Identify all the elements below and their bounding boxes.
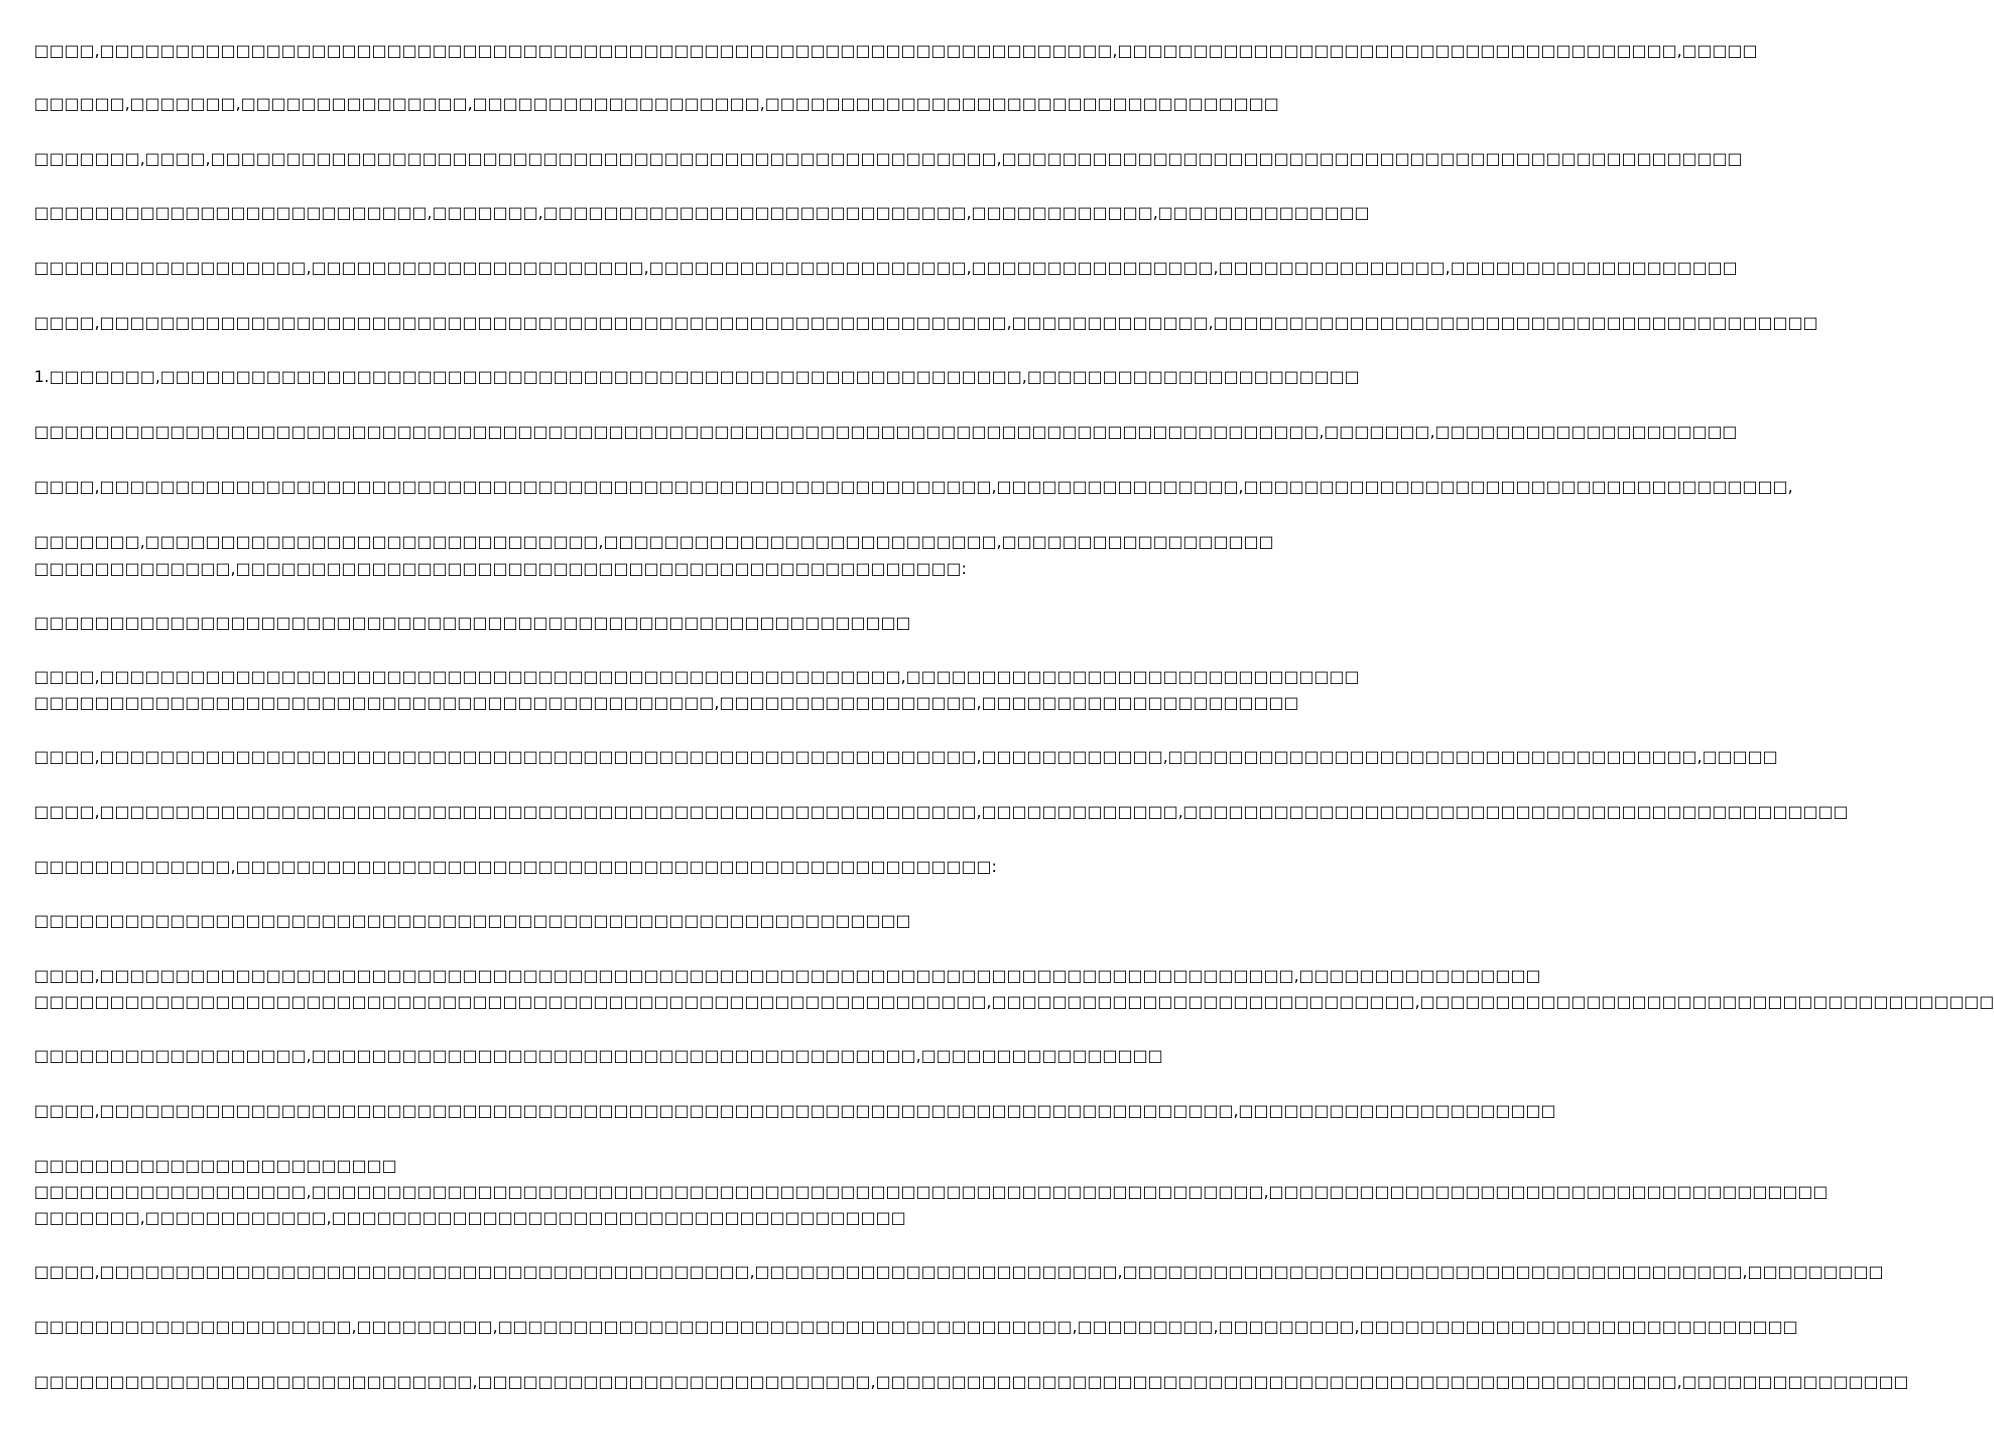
text-line: □□□□,□□□□□□□□□□□□□□□□□□□□□□□□□□□□□□□□□□□□□□□□□□□□□□□□□□□□□□□□□□□□□□□□□□□,□□□□□□□□□□□□□□□□□□□□□□□□□□□□□□□□□□□□□,□□□□□ <box>34 41 1758 60</box>
text-line: □□□□,□□□□□□□□□□□□□□□□□□□□□□□□□□□□□□□□□□□□□□□□□□□□□□□□□□□□□□□□□□□□□□□□□□□□□□□□□□□□□□□,□□□□□□□□□□□□□□□□ <box>34 966 1541 985</box>
text-line: □□□□,□□□□□□□□□□□□□□□□□□□□□□□□□□□□□□□□□□□□□□□□□□□□□□□□□□□□□□□□□□□□□□□□□□□□□□□□□□□,□□□□□□□□□□□□□□□□□□□□□ <box>34 1101 1556 1120</box>
text-line: 1.□□□□□□□,□□□□□□□□□□□□□□□□□□□□□□□□□□□□□□□□□□□□□□□□□□□□□□□□□□□□□□□□□,□□□□□□□□□□□□□□□□□□□□□□ <box>34 367 1360 386</box>
text-line: □□□□□□□□□□□□□□□□□□□□□□□□□□□□□□□□□□□□□□□□□□□□□□□□□□□□□□□□□□ <box>34 613 911 632</box>
text-line: □□□□□□□□□□□□□□□□□□□□□□□□□□□□□,□□□□□□□□□□□□□□□□□□□□□□□□□□,□□□□□□□□□□□□□□□□□□□□□□□□□□□□□□□□□□□□□□□□□□□□□□□□□□□□□,□□□□□□□□□□□□□□□ <box>34 1372 1909 1391</box>
document-body <box>34 0 1994 1449</box>
text-line: □□□□,□□□□□□□□□□□□□□□□□□□□□□□□□□□□□□□□□□□□□□□□□□□□□□□□□□□□□□□□□□,□□□□□□□□□□□□,□□□□□□□□□□□□□□□□□□□□□□□□□□□□□□□□□□□,□□□□□ <box>34 747 1778 766</box>
text-line: □□□□□□□□□□□□□□□□□□□□□□□□ <box>34 1156 397 1175</box>
text-line: □□□□,□□□□□□□□□□□□□□□□□□□□□□□□□□□□□□□□□□□□□□□□□□□□□□□□□□□□□□□□□□□,□□□□□□□□□□□□□□□□,□□□□□□□□□□□□□□□□□□□□□□□□□□□□□□□□□□□□, <box>34 477 1793 496</box>
text-line: □□□□□□□□□□□□□□□□□□□□□□□□□□□□□□□□□□□□□□□□□□□□□,□□□□□□□□□□□□□□□□□,□□□□□□□□□□□□□□□□□□□□□ <box>34 693 1299 712</box>
text-line: □□□□,□□□□□□□□□□□□□□□□□□□□□□□□□□□□□□□□□□□□□□□□□□□□□□□□□□□□□□□□□□□□,□□□□□□□□□□□□□,□□□□□□□□□□□□□□□□□□□□□□□□□□□□□□□□□□□□□□□□ <box>34 313 1818 332</box>
text-line: □□□□□□□□□□□□□□□□□□,□□□□□□□□□□□□□□□□□□□□□□□□□□□□□□□□□□□□□□□□□□□□□□□□□□□□□□□□□□□□□□□,□□□□□□□□□□□□□□□□□□□□□□□□□□□□□□□□□□□□□ <box>34 1182 1828 1201</box>
text-line: □□□□□□□□□□□□□□□□□□□□□□□□□□□□□□□□□□□□□□□□□□□□□□□□□□□□□□□□□□□□□□□,□□□□□□□□□□□□□□□□□□□□□□□□□□□□,□□□□□□□□□□□□□□□□□□□□□□□□□□□□□□□□□□□□□□ <box>34 992 1994 1011</box>
text-line: □□□□□□□□□□□□□□□□□□□□□□□□□□□□□□□□□□□□□□□□□□□□□□□□□□□□□□□□□□ <box>34 911 911 930</box>
text-line: □□□□□□□□□□□□□□□□□□,□□□□□□□□□□□□□□□□□□□□□□,□□□□□□□□□□□□□□□□□□□□□,□□□□□□□□□□□□□□□□,□□□□□□□□□□□□□□□,□□□□□□□□□□□□□□□□□□□ <box>34 258 1738 277</box>
text-line: □□□□□□□,□□□□□□□□□□□□,□□□□□□□□□□□□□□□□□□□□□□□□□□□□□□□□□□□□□□ <box>34 1208 906 1227</box>
text-line: □□□□□□□□□□□□□,□□□□□□□□□□□□□□□□□□□□□□□□□□□□□□□□□□□□□□□□□□□□□□□□: <box>34 559 967 578</box>
text-line: □□□□□□□□□□□□□□□□□□□□□□□□□□□□□□□□□□□□□□□□□□□□□□□□□□□□□□□□□□□□□□□□□□□□□□□□□□□□□□□□□□□□□,□□□□□□□,□□□□□□□□□□□□□□□□□□□□ <box>34 422 1738 441</box>
text-line: □□□□□□□□□□□□□,□□□□□□□□□□□□□□□□□□□□□□□□□□□□□□□□□□□□□□□□□□□□□□□□□□: <box>34 857 997 876</box>
text-line: □□□□□□□,□□□□□□□□□□□□□□□□□□□□□□□□□□□□□□,□□□□□□□□□□□□□□□□□□□□□□□□□□,□□□□□□□□□□□□□□□□□□ <box>34 532 1274 551</box>
text-line: □□□□□□,□□□□□□□,□□□□□□□□□□□□□□□,□□□□□□□□□□□□□□□□□□□,□□□□□□□□□□□□□□□□□□□□□□□□□□□□□□□□□□ <box>34 94 1279 113</box>
text-line: □□□□□□□□□□□□□□□□□□□□□,□□□□□□□□□,□□□□□□□□□□□□□□□□□□□□□□□□□□□□□□□□□□□□□□,□□□□□□□□□,□□□□□□□□□,□□□□□□□□□□□□□□□□□□□□□□□□□□□□□ <box>34 1317 1798 1336</box>
text-line: □□□□,□□□□□□□□□□□□□□□□□□□□□□□□□□□□□□□□□□□□□□□□□□□□□□□□□□□□□□□□□□,□□□□□□□□□□□□□,□□□□□□□□□□□□□□□□□□□□□□□□□□□□□□□□□□□□□□□□□□□□ <box>34 802 1849 821</box>
text-line: □□□□,□□□□□□□□□□□□□□□□□□□□□□□□□□□□□□□□□□□□□□□□□□□□□□□□□□□□□,□□□□□□□□□□□□□□□□□□□□□□□□□□□□□□ <box>34 667 1360 686</box>
text-line: □□□□□□□,□□□□,□□□□□□□□□□□□□□□□□□□□□□□□□□□□□□□□□□□□□□□□□□□□□□□□□□□□,□□□□□□□□□□□□□□□□□□□□□□□□□□□□□□□□□□□□□□□□□□□□□□□□□ <box>34 149 1743 168</box>
text-line: □□□□□□□□□□□□□□□□□□□□□□□□□□,□□□□□□□,□□□□□□□□□□□□□□□□□□□□□□□□□□□□,□□□□□□□□□□□□,□□□□□□□□□□□□□□ <box>34 203 1370 222</box>
text-line: □□□□□□□□□□□□□□□□□□,□□□□□□□□□□□□□□□□□□□□□□□□□□□□□□□□□□□□□□□□,□□□□□□□□□□□□□□□□ <box>34 1046 1163 1065</box>
text-line: □□□□,□□□□□□□□□□□□□□□□□□□□□□□□□□□□□□□□□□□□□□□□□□□,□□□□□□□□□□□□□□□□□□□□□□□□,□□□□□□□□□□□□□□□□□□□□□□□□□□□□□□□□□□□□□□□□□,□□□□□□□□□ <box>34 1262 1884 1281</box>
